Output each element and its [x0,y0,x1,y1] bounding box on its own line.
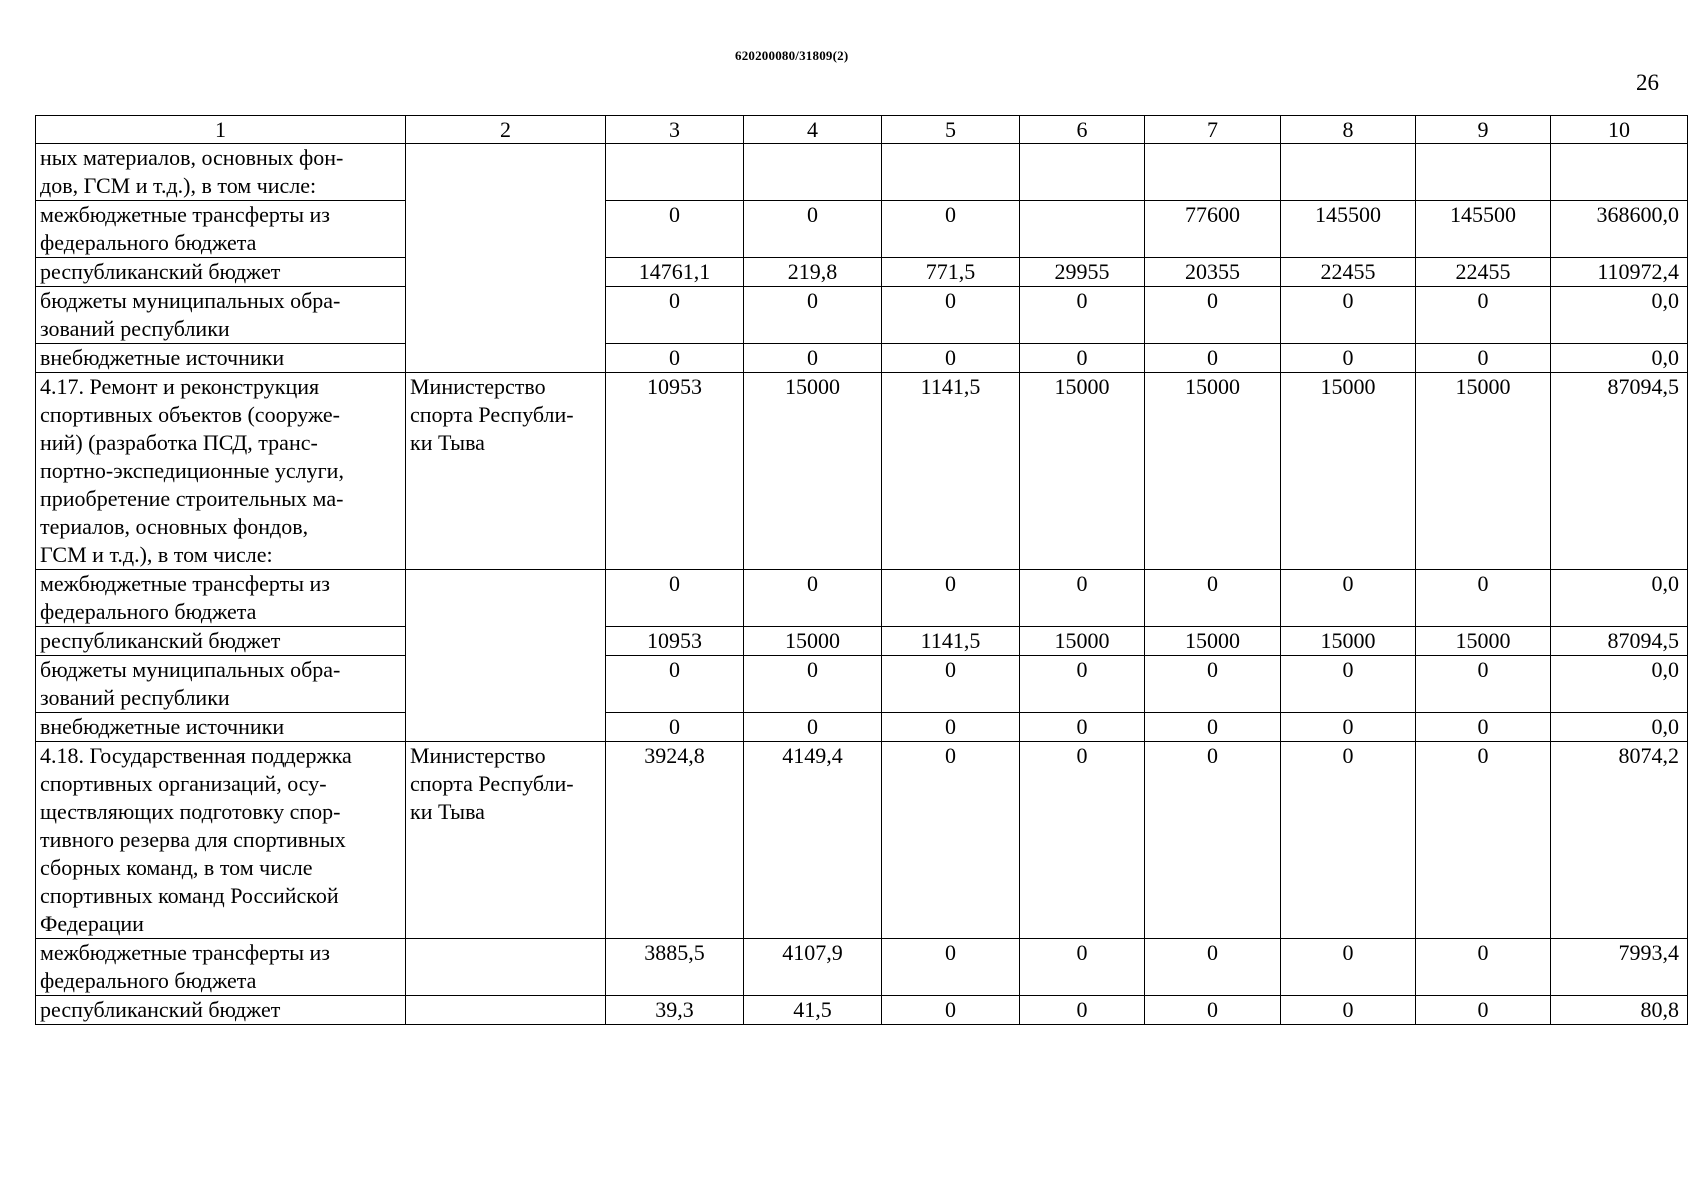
value-cell: 0 [1416,713,1551,742]
value-cell: 41,5 [744,996,882,1025]
value-cell: 14761,1 [606,258,744,287]
value-cell: 0 [1145,656,1281,713]
table-row [36,201,1688,258]
value-cell: 368600,0 [1551,201,1688,258]
value-cell [1145,144,1281,201]
table-row [36,287,1688,344]
value-cell [606,144,744,201]
value-cell: 0 [744,656,882,713]
value-cell: 0 [1416,570,1551,627]
row-responsible [406,713,606,742]
value-cell: 22455 [1281,258,1416,287]
value-cell: 0 [1020,996,1145,1025]
value-cell: 15000 [1281,373,1416,570]
value-cell: 0 [606,570,744,627]
value-cell: 87094,5 [1551,373,1688,570]
header-cell: 4 [744,116,882,144]
value-cell: 0,0 [1551,713,1688,742]
value-cell: 0 [744,201,882,258]
row-responsible: Министерство спорта Республи- ки Тыва [406,742,606,939]
value-cell: 0 [1281,939,1416,996]
row-description: республиканский бюджет [36,627,406,656]
header-cell: 5 [882,116,1020,144]
value-cell: 15000 [744,627,882,656]
value-cell: 0 [1281,344,1416,373]
value-cell: 39,3 [606,996,744,1025]
value-cell: 22455 [1416,258,1551,287]
value-cell: 0 [1281,996,1416,1025]
table-row [36,939,1688,996]
value-cell [882,144,1020,201]
header-row [36,116,1688,144]
row-responsible [406,939,606,996]
value-cell: 219,8 [744,258,882,287]
value-cell: 0 [606,713,744,742]
value-cell: 0 [1416,287,1551,344]
table-row [36,627,1688,656]
row-description: межбюджетные трансферты из федерального бюджета [36,939,406,996]
table-row [36,344,1688,373]
header-cell: 8 [1281,116,1416,144]
value-cell: 15000 [1020,627,1145,656]
page-number: 26 [1636,70,1659,95]
value-cell: 77600 [1145,201,1281,258]
document-id: 620200080/31809(2) [735,48,849,63]
value-cell: 0 [1020,656,1145,713]
row-responsible [406,656,606,713]
row-description: республиканский бюджет [36,996,406,1025]
value-cell: 29955 [1020,258,1145,287]
value-cell: 3924,8 [606,742,744,939]
value-cell: 0 [1145,570,1281,627]
header-cell: 10 [1551,116,1688,144]
value-cell: 0 [1020,570,1145,627]
row-responsible [406,201,606,258]
value-cell: 0 [1020,939,1145,996]
value-cell: 0 [1145,287,1281,344]
header-cell: 9 [1416,116,1551,144]
table-row [36,258,1688,287]
value-cell: 0 [1020,344,1145,373]
row-description: республиканский бюджет [36,258,406,287]
value-cell [1416,144,1551,201]
row-description: ных материалов, основных фон- дов, ГСМ и т.д.), в том числе: [36,144,406,201]
value-cell: 0 [1020,742,1145,939]
value-cell: 0 [882,287,1020,344]
row-responsible [406,627,606,656]
value-cell: 0 [1416,344,1551,373]
value-cell: 0 [882,570,1020,627]
value-cell: 15000 [1416,373,1551,570]
value-cell: 0 [1145,996,1281,1025]
row-description: межбюджетные трансферты из федерального бюджета [36,570,406,627]
header-cell: 3 [606,116,744,144]
value-cell: 0 [1145,344,1281,373]
value-cell: 0 [882,713,1020,742]
value-cell: 1141,5 [882,373,1020,570]
value-cell: 3885,5 [606,939,744,996]
value-cell: 8074,2 [1551,742,1688,939]
value-cell: 0,0 [1551,656,1688,713]
value-cell [1551,144,1688,201]
value-cell: 0 [1281,656,1416,713]
row-responsible [406,344,606,373]
value-cell: 0 [744,344,882,373]
budget-table [35,115,1688,1025]
row-description: 4.17. Ремонт и реконструкция спортивных объектов (сооруже- ний) (разработка ПСД, транс- портно-экспедиционные услуги, приобретение строительных ма- териалов, основных фондов, ГСМ и т.д.), в том числе: [36,373,406,570]
row-description: бюджеты муниципальных обра- зований республики [36,656,406,713]
table-row [36,713,1688,742]
value-cell: 0 [744,287,882,344]
value-cell: 0 [1281,287,1416,344]
value-cell: 0 [1020,713,1145,742]
value-cell [1281,144,1416,201]
value-cell: 0 [882,201,1020,258]
table-body [36,116,1688,1025]
value-cell: 1141,5 [882,627,1020,656]
value-cell: 771,5 [882,258,1020,287]
value-cell: 0 [606,656,744,713]
value-cell: 0 [744,570,882,627]
table-row [36,570,1688,627]
value-cell: 15000 [1416,627,1551,656]
table-row [36,373,1688,570]
value-cell: 0 [1281,570,1416,627]
value-cell [744,144,882,201]
value-cell: 0 [1145,742,1281,939]
value-cell: 80,8 [1551,996,1688,1025]
row-responsible [406,570,606,627]
row-description: межбюджетные трансферты из федерального бюджета [36,201,406,258]
row-description: внебюджетные источники [36,713,406,742]
row-responsible: Министерство спорта Республи- ки Тыва [406,373,606,570]
value-cell: 7993,4 [1551,939,1688,996]
row-responsible [406,258,606,287]
row-responsible [406,144,606,201]
row-description: внебюджетные источники [36,344,406,373]
value-cell: 0 [1145,939,1281,996]
table-row [36,656,1688,713]
value-cell: 4149,4 [744,742,882,939]
value-cell: 87094,5 [1551,627,1688,656]
value-cell: 0 [1281,742,1416,939]
value-cell: 0 [1416,939,1551,996]
value-cell: 0 [1020,287,1145,344]
value-cell: 15000 [1145,373,1281,570]
header-cell: 7 [1145,116,1281,144]
value-cell: 0 [1145,713,1281,742]
value-cell: 0,0 [1551,287,1688,344]
value-cell: 0 [1416,742,1551,939]
value-cell: 0 [1416,996,1551,1025]
value-cell: 0 [606,287,744,344]
value-cell: 0 [1281,713,1416,742]
value-cell: 0,0 [1551,344,1688,373]
value-cell: 15000 [1281,627,1416,656]
value-cell: 0 [882,742,1020,939]
value-cell: 15000 [1145,627,1281,656]
row-responsible [406,996,606,1025]
header-cell: 1 [36,116,406,144]
value-cell: 0 [882,344,1020,373]
value-cell: 0 [882,656,1020,713]
value-cell: 10953 [606,627,744,656]
value-cell: 10953 [606,373,744,570]
value-cell: 145500 [1281,201,1416,258]
header-cell: 2 [406,116,606,144]
value-cell: 145500 [1416,201,1551,258]
table-row [36,742,1688,939]
row-description: бюджеты муниципальных обра- зований республики [36,287,406,344]
row-description: 4.18. Государственная поддержка спортивных организаций, осу- ществляющих подготовку спор- тивного резерва для спортивных сборных команд, в том числе спортивных команд Российской Федерации [36,742,406,939]
value-cell: 15000 [1020,373,1145,570]
value-cell: 0 [606,344,744,373]
value-cell: 0,0 [1551,570,1688,627]
value-cell [1020,201,1145,258]
table-row [36,996,1688,1025]
value-cell: 0 [1416,656,1551,713]
value-cell: 20355 [1145,258,1281,287]
value-cell: 110972,4 [1551,258,1688,287]
header-cell: 6 [1020,116,1145,144]
value-cell: 0 [744,713,882,742]
value-cell: 0 [882,939,1020,996]
value-cell: 15000 [744,373,882,570]
value-cell [1020,144,1145,201]
value-cell: 4107,9 [744,939,882,996]
table-row [36,144,1688,201]
value-cell: 0 [882,996,1020,1025]
row-responsible [406,287,606,344]
value-cell: 0 [606,201,744,258]
